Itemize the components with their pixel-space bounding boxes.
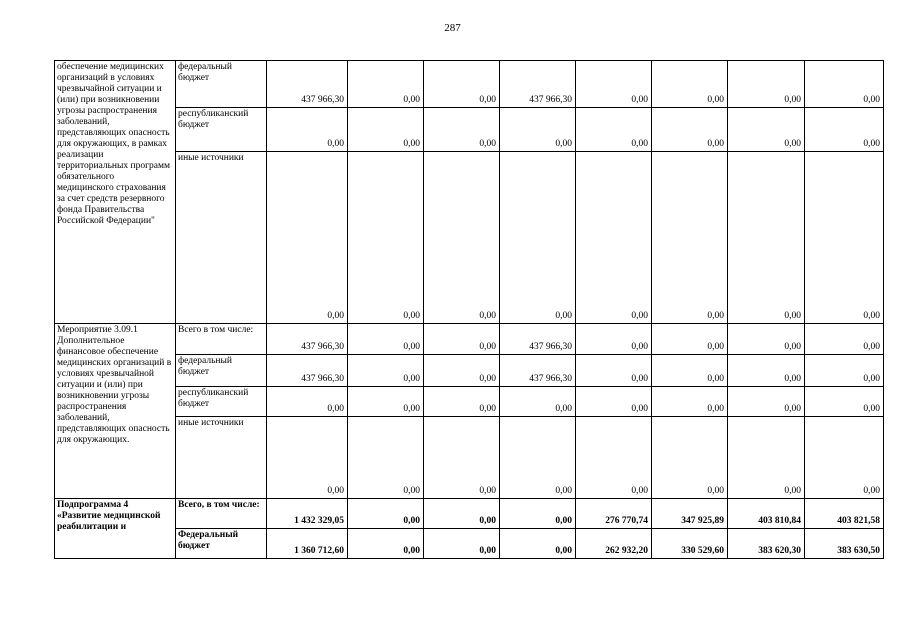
value-cell: 403 810,84 <box>728 499 805 529</box>
value-cell: 347 925,89 <box>652 499 728 529</box>
value-cell: 0,00 <box>500 108 576 152</box>
value-cell: 383 630,50 <box>805 529 884 559</box>
table-row <box>55 499 884 529</box>
value-cell: 1 432 329,05 <box>267 499 348 529</box>
value-cell: 437 966,30 <box>267 61 348 108</box>
table-row <box>55 529 884 559</box>
value-cell: 0,00 <box>728 355 805 387</box>
value-cell: 0,00 <box>652 355 728 387</box>
funding-source: федеральный бюджет <box>176 61 267 108</box>
value-cell: 0,00 <box>424 61 500 108</box>
funding-source: иные источники <box>176 417 267 499</box>
value-cell: 0,00 <box>348 499 424 529</box>
value-cell: 0,00 <box>424 417 500 499</box>
value-cell: 0,00 <box>576 108 652 152</box>
value-cell: 0,00 <box>348 355 424 387</box>
value-cell: 0,00 <box>424 499 500 529</box>
value-cell: 0,00 <box>652 324 728 355</box>
value-cell: 0,00 <box>805 387 884 417</box>
value-cell: 0,00 <box>652 387 728 417</box>
value-cell: 0,00 <box>728 417 805 499</box>
value-cell: 0,00 <box>805 152 884 324</box>
value-cell: 0,00 <box>500 499 576 529</box>
value-cell: 0,00 <box>348 529 424 559</box>
value-cell: 0,00 <box>500 387 576 417</box>
value-cell: 0,00 <box>424 355 500 387</box>
value-cell: 0,00 <box>805 61 884 108</box>
table-row <box>55 387 884 417</box>
funding-source: республиканский бюджет <box>176 108 267 152</box>
value-cell: 0,00 <box>805 324 884 355</box>
row-description: Мероприятие 3.09.1 Дополнительное финансовое обеспечение медицинских организаций в условиях чрезвычайной ситуации и (или) при возникновении угрозы распространения заболеваний, представляющих опасность для окружающих. <box>55 324 176 499</box>
value-cell: 0,00 <box>348 417 424 499</box>
row-description: Подпрограмма 4 «Развитие медицинской реабилитации и <box>55 499 176 559</box>
value-cell: 0,00 <box>348 324 424 355</box>
value-cell: 1 360 712,60 <box>267 529 348 559</box>
value-cell: 0,00 <box>267 417 348 499</box>
value-cell: 437 966,30 <box>500 61 576 108</box>
funding-source: Всего в том числе: <box>176 324 267 355</box>
value-cell: 0,00 <box>652 61 728 108</box>
value-cell: 0,00 <box>728 387 805 417</box>
value-cell: 0,00 <box>348 61 424 108</box>
table-row <box>55 417 884 499</box>
value-cell: 0,00 <box>576 387 652 417</box>
value-cell: 0,00 <box>728 324 805 355</box>
value-cell: 0,00 <box>424 529 500 559</box>
value-cell: 0,00 <box>576 61 652 108</box>
funding-source: иные источники <box>176 152 267 324</box>
value-cell: 0,00 <box>728 61 805 108</box>
row-description: обеспечение медицинских организаций в условиях чрезвычайной ситуации и (или) при возникновении угрозы распространения заболеваний, представляющих опасность для окружающих, в рамках реализации территориальных программ обязательного медицинского страхования за счет средств резервного фонда Правительства Российской Федерации" <box>55 61 176 324</box>
value-cell: 0,00 <box>805 108 884 152</box>
value-cell: 262 932,20 <box>576 529 652 559</box>
value-cell: 0,00 <box>348 387 424 417</box>
funding-source: Всего, в том числе: <box>176 499 267 529</box>
value-cell: 330 529,60 <box>652 529 728 559</box>
value-cell: 0,00 <box>652 152 728 324</box>
value-cell: 437 966,30 <box>500 355 576 387</box>
value-cell: 0,00 <box>267 152 348 324</box>
value-cell: 0,00 <box>728 152 805 324</box>
value-cell: 383 620,30 <box>728 529 805 559</box>
value-cell: 0,00 <box>424 152 500 324</box>
value-cell: 437 966,30 <box>267 355 348 387</box>
table-row <box>55 108 884 152</box>
value-cell: 0,00 <box>652 417 728 499</box>
value-cell: 0,00 <box>348 152 424 324</box>
value-cell: 0,00 <box>500 417 576 499</box>
value-cell: 437 966,30 <box>267 324 348 355</box>
table-row <box>55 61 884 108</box>
value-cell: 403 821,58 <box>805 499 884 529</box>
value-cell: 276 770,74 <box>576 499 652 529</box>
value-cell: 0,00 <box>805 417 884 499</box>
funding-source: федеральный бюджет <box>176 355 267 387</box>
value-cell: 437 966,30 <box>500 324 576 355</box>
value-cell: 0,00 <box>652 108 728 152</box>
table-row <box>55 324 884 355</box>
value-cell: 0,00 <box>805 355 884 387</box>
value-cell: 0,00 <box>424 108 500 152</box>
table-row <box>55 152 884 324</box>
budget-table <box>54 60 884 559</box>
value-cell: 0,00 <box>576 152 652 324</box>
table-row <box>55 355 884 387</box>
value-cell: 0,00 <box>500 152 576 324</box>
page-number: 287 <box>444 22 461 34</box>
value-cell: 0,00 <box>576 324 652 355</box>
value-cell: 0,00 <box>500 529 576 559</box>
value-cell: 0,00 <box>728 108 805 152</box>
value-cell: 0,00 <box>267 387 348 417</box>
funding-source: республиканский бюджет <box>176 387 267 417</box>
value-cell: 0,00 <box>424 324 500 355</box>
value-cell: 0,00 <box>576 355 652 387</box>
value-cell: 0,00 <box>424 387 500 417</box>
funding-source: Федеральный бюджет <box>176 529 267 559</box>
value-cell: 0,00 <box>267 108 348 152</box>
value-cell: 0,00 <box>576 417 652 499</box>
value-cell: 0,00 <box>348 108 424 152</box>
